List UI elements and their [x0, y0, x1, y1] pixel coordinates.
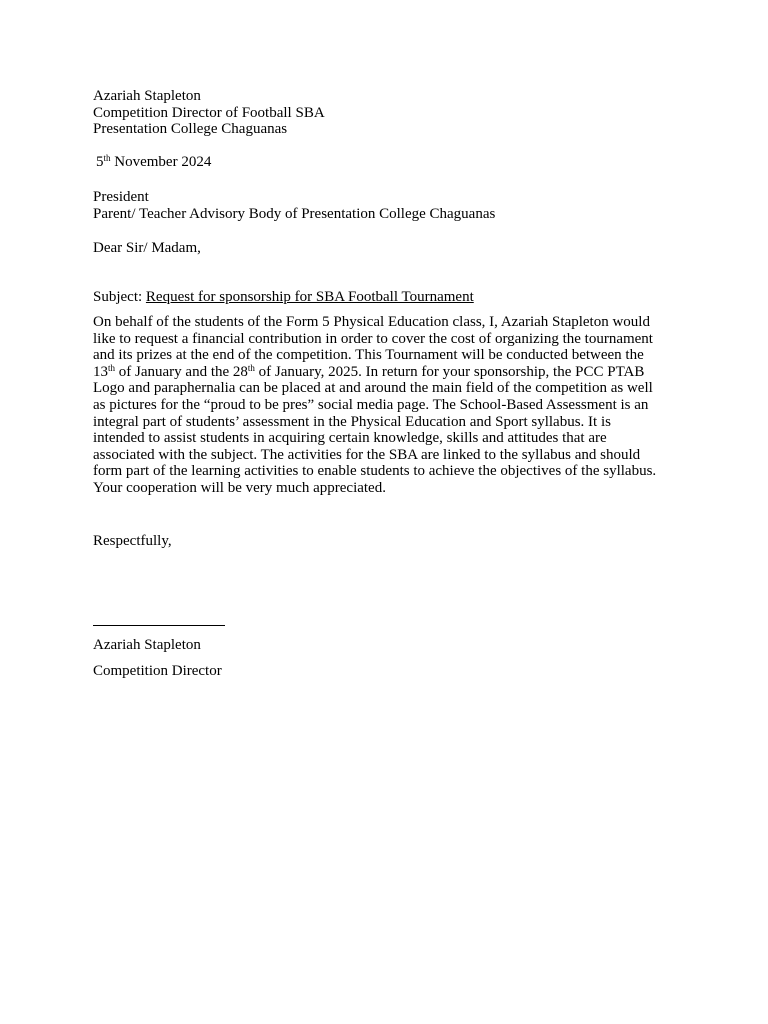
subject-row [93, 289, 683, 306]
sender-block [93, 88, 683, 138]
signature-title-block [93, 663, 683, 680]
letter-date [96, 154, 686, 171]
signature-name: Azariah Stapleton [93, 637, 201, 653]
body-line: and its prizes at the end of the competition. This Tournament will be conducted between the [93, 347, 644, 364]
letter-body [93, 314, 683, 497]
body-line [93, 364, 683, 381]
body-date-end-suffix: th [247, 362, 255, 373]
signature-name-block [93, 637, 683, 654]
sender-school: Presentation College Chaguanas [93, 121, 288, 138]
recipient-organization: Parent/ Teacher Advisory Body of Presentation College Chaguanas [93, 205, 496, 222]
body-line: intended to assist students in acquiring certain knowledge, skills and attitudes that are [93, 430, 607, 447]
closing-text: Respectfully, [93, 533, 172, 549]
body-line: Logo and paraphernalia can be placed at and around the main field of the competition as well [93, 380, 653, 397]
date-suffix: th [103, 153, 111, 163]
body-line: like to request a financial contribution in order to cover the cost of organizing the tournament [93, 330, 653, 347]
body-line: associated with the subject. The activities for the SBA are linked to the syllabus and should [93, 446, 641, 463]
body-line: On behalf of the students of the Form 5 Physical Education class, I, Azariah Stapleton would [93, 314, 650, 330]
signature-title: Competition Director [93, 663, 222, 679]
sender-name: Azariah Stapleton [93, 88, 201, 104]
signature-line [93, 625, 225, 626]
body-date-start: 13 [93, 363, 108, 380]
sender-title: Competition Director of Football SBA [93, 104, 325, 121]
body-date-mid: of January and the 28 [115, 363, 248, 380]
salutation [93, 240, 683, 257]
subject-line [93, 289, 683, 306]
body-line: form part of the learning activities to enable students to achieve the objectives of the syllabus. [93, 463, 657, 480]
recipient-block [93, 189, 683, 222]
body-line: as pictures for the “proud to be pres” social media page. The School-Based Assessment is an [93, 396, 649, 413]
salutation-text: Dear Sir/ Madam, [93, 240, 201, 256]
date-line [96, 154, 686, 171]
subject-text: Request for sponsorship for SBA Football Tournament [145, 289, 474, 305]
body-date-rest: of January, 2025. In return for your sponsorship, the PCC PTAB [254, 363, 645, 380]
date-rest: November 2024 [110, 154, 212, 170]
recipient-title: President [93, 189, 149, 205]
body-line: Your cooperation will be very much appreciated. [93, 479, 386, 496]
date-day: 5 [96, 154, 104, 170]
body-line: integral part of students’ assessment in the Physical Education and Sport syllabus. It is [93, 413, 611, 430]
body-date-start-suffix: th [108, 362, 116, 373]
subject-label: Subject: [93, 289, 146, 305]
closing [93, 533, 683, 550]
